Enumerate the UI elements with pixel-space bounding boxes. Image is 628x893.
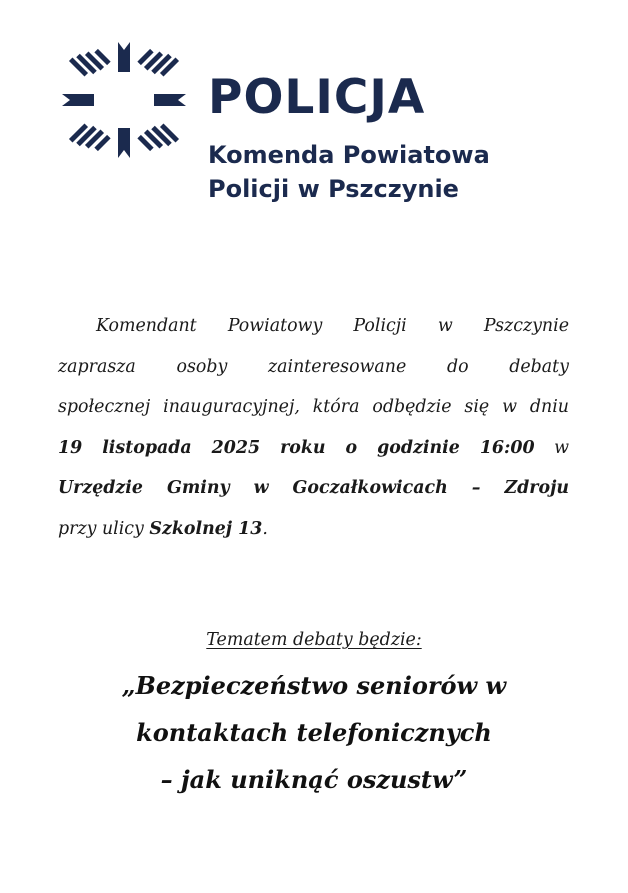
invitation-line3: społecznej inauguracyjnej, która odbędzie się w dniu: [58, 397, 569, 417]
topic-line3: – jak uniknąć oszustw”: [160, 765, 468, 794]
invitation-paragraph: [58, 306, 569, 549]
event-street: Szkolnej 13: [149, 518, 263, 539]
topic-line2: kontaktach telefonicznych: [136, 718, 492, 747]
police-header: [62, 42, 562, 212]
police-star-emblem-icon: [62, 42, 186, 158]
unit-name-line2: Policji w Pszczynie: [208, 175, 459, 203]
event-date-time: 19 listopada 2025 roku o godzinie 16:00: [58, 437, 535, 458]
in-word: w: [554, 437, 569, 458]
invitation-line4: [58, 428, 569, 469]
final-period: .: [262, 518, 268, 539]
invitation-line2: zaprasza osoby zainteresowane do debaty: [58, 356, 569, 377]
topic-label: [0, 627, 628, 653]
topic-line1: „Bezpieczeństwo seniorów w: [121, 671, 507, 700]
topic-label-text: Tematem debaty będzie:: [206, 630, 422, 650]
debate-topic: [0, 662, 628, 803]
police-title: POLICJA: [208, 70, 426, 125]
unit-name: [208, 138, 490, 206]
event-place: Urzędzie Gminy w Goczałkowicach – Zdroju: [58, 478, 569, 498]
invitation-line6: [58, 509, 569, 550]
invitation-line1: Komendant Powiatowy Policji w Pszczynie: [96, 316, 569, 336]
street-prefix: przy ulicy: [58, 518, 144, 539]
unit-name-line1: Komenda Powiatowa: [208, 141, 490, 169]
